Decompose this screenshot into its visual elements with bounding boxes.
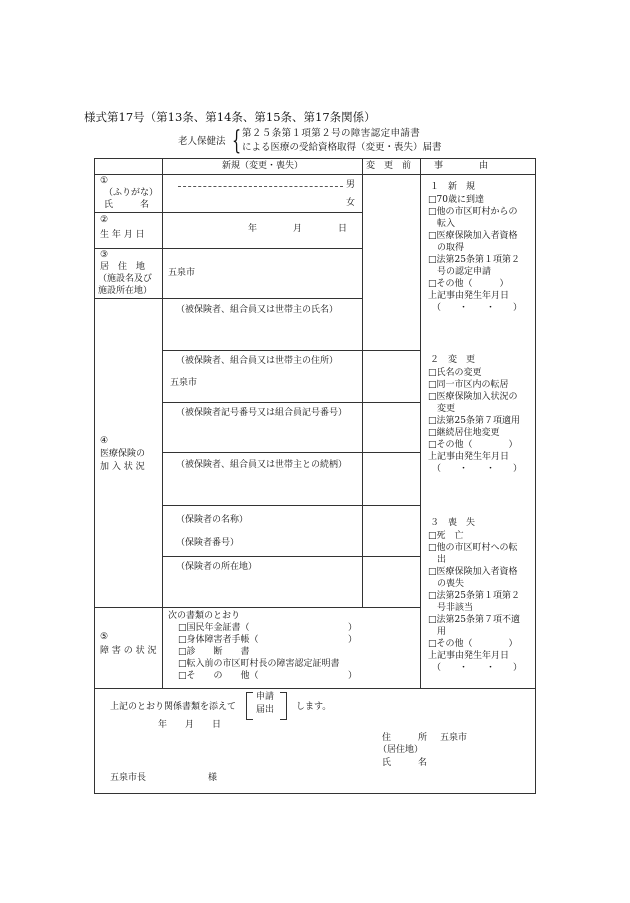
sex-male[interactable]: 男: [346, 180, 356, 190]
disability-intro: 次の書類のとおり: [168, 611, 241, 621]
reason-change-residence[interactable]: □継続居住地変更: [428, 428, 500, 438]
reason-loss-other[interactable]: □その他（ ）: [428, 639, 518, 649]
birth-date-field[interactable]: 年 月 日: [248, 224, 348, 234]
row-address-number: ③: [100, 250, 109, 260]
reason-change-move[interactable]: □同一市区内の転居: [428, 380, 509, 390]
reason-loss-insurance-cont: の喪失: [428, 579, 465, 589]
reason-change-name[interactable]: □氏名の変更: [428, 368, 482, 378]
furigana-label: （ふりがな）: [104, 188, 159, 198]
form-subtitle-line2: による医療の受給資格取得（変更・喪失）届書: [242, 142, 442, 153]
reason-new-date-field[interactable]: （ ・ ・ ）: [432, 303, 523, 313]
insurer-number-field[interactable]: （保険者番号）: [176, 538, 240, 548]
submit-statement: 上記のとおり関係書類を添えて: [110, 702, 237, 712]
left-brace-icon: {: [232, 126, 242, 156]
reason-new-70[interactable]: □70歳に到達: [428, 195, 484, 205]
doc-paren-close-5: ）: [348, 671, 358, 681]
insured-address-field[interactable]: （被保険者、組合員又は世帯主の住所）: [176, 356, 339, 366]
doc-prior-certification[interactable]: □転入前の市区町村長の障害認定証明書: [178, 659, 340, 669]
reason-loss-date-field[interactable]: （ ・ ・ ）: [432, 663, 523, 673]
reason-loss-article25-7-cont: 用: [428, 627, 447, 637]
submit-date-field[interactable]: 年 月 日: [158, 720, 222, 730]
doc-disability-handbook[interactable]: □身体障害者手帳（: [178, 635, 259, 645]
reason-loss-death[interactable]: □死 亡: [428, 531, 464, 541]
row-insurance-number: ④: [100, 436, 109, 446]
doc-paren-close-1: ）: [348, 623, 358, 633]
form-title: 様式第17号（第13条、第14条、第15条、第17条関係）: [84, 110, 376, 124]
reason-new-transfer[interactable]: □他の市区町村からの: [428, 207, 518, 217]
reason-loss-date-label: 上記事由発生年月日: [428, 651, 510, 661]
reason-new-other[interactable]: □その他（ ）: [428, 279, 509, 289]
reason-loss-article25-7[interactable]: □法第25条第７項不適: [428, 615, 520, 625]
reason-new-insurance-cont: の取得: [428, 243, 465, 253]
reason-loss-title: ３ 喪 失: [430, 518, 476, 528]
submit-option-notify[interactable]: 届出: [256, 705, 275, 715]
reason-loss-moveout-cont: 出: [428, 555, 447, 565]
insurance-label-1: 医療保険の: [100, 449, 146, 459]
furigana-dashed-line: [178, 186, 343, 187]
address-value[interactable]: 五泉市: [168, 268, 196, 278]
submit-option-apply[interactable]: 申請: [256, 692, 275, 702]
reason-change-date-field[interactable]: （ ・ ・ ）: [432, 464, 523, 474]
recipient-mayor: 五泉市長: [110, 773, 147, 783]
reason-change-other[interactable]: □その他（ ）: [428, 440, 518, 450]
applicant-name-label: 氏 名: [382, 758, 428, 768]
insured-city: 五泉市: [170, 378, 198, 388]
reason-change-insurance-cont: 変更: [428, 404, 456, 414]
disability-label: 障 害 の 状 況: [100, 646, 157, 656]
row-disability-number: ⑤: [100, 632, 109, 642]
applicant-address-value[interactable]: 五泉市: [440, 733, 468, 743]
header-before: 変 更 前: [366, 161, 412, 171]
sex-female[interactable]: 女: [346, 198, 356, 208]
insured-relation-field[interactable]: （被保険者、組合員又は世帯主との続柄）: [176, 460, 348, 470]
reason-change-date-label: 上記事由発生年月日: [428, 452, 510, 462]
doc-pension-certificate[interactable]: □国民年金証書（: [178, 623, 250, 633]
insured-number-field[interactable]: （被保険者記号番号又は組合員記号番号）: [176, 408, 348, 418]
form-frame: [94, 158, 536, 794]
header-new-change: 新規（変更・喪失）: [222, 161, 304, 171]
submit-suffix: します。: [296, 702, 332, 712]
reason-loss-insurance[interactable]: □医療保険加入者資格: [428, 567, 518, 577]
address-label-facility-location: 施設所在地）: [98, 286, 153, 296]
law-label: 老人保健法: [178, 136, 226, 147]
reason-change-insurance[interactable]: □医療保険加入状況の: [428, 392, 518, 402]
insurance-label-2: 加 入 状 況: [100, 462, 145, 472]
doc-paren-close-2: ）: [348, 635, 358, 645]
row-name-number: ①: [100, 176, 109, 186]
row-birth-number: ②: [100, 215, 109, 225]
reason-change-article25[interactable]: □法第25条第７項適用: [428, 416, 520, 426]
insurer-address-field[interactable]: （保険者の所在地）: [176, 562, 258, 572]
reason-new-article25-cont: 号の認定申請: [428, 267, 492, 277]
address-label: 居 住 地: [100, 262, 146, 272]
right-bracket-icon: [280, 692, 287, 720]
reason-new-transfer-cont: 転入: [428, 219, 456, 229]
header-reason: 事 由: [434, 161, 489, 171]
reason-loss-moveout[interactable]: □他の市区町村への転: [428, 543, 518, 553]
recipient-honorific: 様: [208, 773, 218, 783]
form-subtitle-line1: 第２５条第１項第２号の障害認定申請書: [242, 128, 421, 139]
reason-loss-article25-2-cont: 号非該当: [428, 603, 474, 613]
reason-new-date-label: 上記事由発生年月日: [428, 291, 510, 301]
reason-new-title: １ 新 規: [430, 182, 476, 192]
birth-label: 生 年 月 日: [100, 230, 145, 240]
applicant-address-label: 住 所: [382, 733, 428, 743]
doc-other[interactable]: □そ の 他（: [178, 671, 259, 681]
left-bracket-icon: [246, 692, 253, 720]
name-label: 氏 名: [104, 200, 150, 210]
reason-new-article25[interactable]: □法第25条第１項第２: [428, 255, 520, 265]
insurer-name-field[interactable]: （保険者の名称）: [176, 515, 249, 525]
insured-name-field[interactable]: （被保険者、組合員又は世帯主の氏名）: [176, 305, 339, 315]
applicant-residence-note: （居住地）: [378, 745, 424, 755]
reason-change-title: ２ 変 更: [430, 355, 476, 365]
doc-medical-certificate[interactable]: □診 断 書: [178, 647, 250, 657]
address-label-facility: （施設名及び: [98, 274, 153, 284]
reason-loss-article25-2[interactable]: □法第25条第１項第２: [428, 591, 520, 601]
reason-new-insurance[interactable]: □医療保険加入者資格: [428, 231, 518, 241]
